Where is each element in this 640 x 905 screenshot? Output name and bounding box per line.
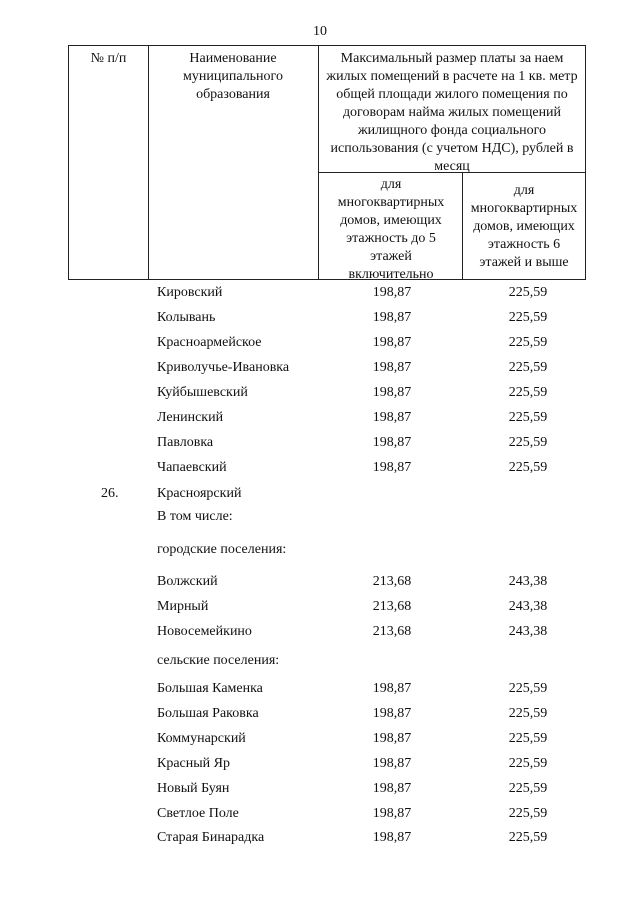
municipality-name: Новый Буян	[157, 781, 230, 796]
municipality-name: Куйбышевский	[157, 385, 248, 400]
table-row	[0, 433, 640, 453]
table-row	[0, 408, 640, 428]
fee-up-to-5-floors: 198,87	[372, 335, 412, 350]
fee-up-to-5-floors: 198,87	[372, 385, 412, 400]
fee-up-to-5-floors: 198,87	[372, 706, 412, 721]
fee-6-floors-plus: 225,59	[508, 360, 548, 375]
fee-up-to-5-floors: 198,87	[372, 285, 412, 300]
table-row	[0, 308, 640, 328]
table-row	[0, 333, 640, 353]
fee-up-to-5-floors: 213,68	[372, 624, 412, 639]
table-row	[0, 754, 640, 774]
fee-up-to-5-floors: 198,87	[372, 410, 412, 425]
fee-6-floors-plus: 225,59	[508, 756, 548, 771]
fee-6-floors-plus: 225,59	[508, 335, 548, 350]
municipality-name: Красный Яр	[157, 756, 230, 771]
fee-6-floors-plus: 225,59	[508, 806, 548, 821]
fee-up-to-5-floors: 198,87	[372, 460, 412, 475]
table-row	[0, 622, 640, 642]
header-col-name: Наименование муниципального образования	[183, 51, 283, 102]
municipality-name: Большая Каменка	[157, 681, 263, 696]
table-row	[0, 651, 640, 671]
table-row	[0, 597, 640, 617]
table-row	[0, 804, 640, 824]
municipality-name: сельские поселения:	[157, 653, 280, 668]
row-number: 26.	[101, 486, 119, 501]
fee-6-floors-plus: 225,59	[508, 285, 548, 300]
municipality-name: Мирный	[157, 599, 209, 614]
fee-up-to-5-floors: 198,87	[372, 435, 412, 450]
table-row	[0, 779, 640, 799]
municipality-name: городские поселения:	[157, 542, 287, 557]
municipality-name: Светлое Поле	[157, 806, 239, 821]
fee-6-floors-plus: 243,38	[508, 574, 548, 589]
municipality-name: Ленинский	[157, 410, 224, 425]
table-row	[0, 358, 640, 378]
fee-up-to-5-floors: 198,87	[372, 806, 412, 821]
header-col-number: № п/п	[90, 51, 127, 66]
municipality-name: Колывань	[157, 310, 216, 325]
municipality-name: Коммунарский	[157, 731, 246, 746]
table-row	[0, 540, 640, 560]
table-row	[0, 828, 640, 848]
fee-up-to-5-floors: 198,87	[372, 310, 412, 325]
municipality-name: Большая Раковка	[157, 706, 259, 721]
table-row	[0, 704, 640, 724]
municipality-name: Красноармейское	[157, 335, 262, 350]
table-row	[0, 283, 640, 303]
fee-6-floors-plus: 225,59	[508, 385, 548, 400]
header-divider	[148, 46, 149, 279]
fee-6-floors-plus: 225,59	[508, 731, 548, 746]
header-divider	[318, 46, 319, 279]
municipality-name: Павловка	[157, 435, 214, 450]
fee-up-to-5-floors: 198,87	[372, 360, 412, 375]
fee-up-to-5-floors: 198,87	[372, 781, 412, 796]
table-row	[0, 679, 640, 699]
table-header	[68, 45, 586, 280]
fee-6-floors-plus: 225,59	[508, 310, 548, 325]
municipality-name: Волжский	[157, 574, 218, 589]
page-number: 10	[313, 24, 327, 39]
fee-6-floors-plus: 225,59	[508, 460, 548, 475]
fee-6-floors-plus: 225,59	[508, 781, 548, 796]
fee-6-floors-plus: 243,38	[508, 624, 548, 639]
fee-up-to-5-floors: 213,68	[372, 574, 412, 589]
municipality-name: Кировский	[157, 285, 223, 300]
table-row	[0, 484, 640, 504]
fee-6-floors-plus: 225,59	[508, 435, 548, 450]
fee-6-floors-plus: 243,38	[508, 599, 548, 614]
municipality-name: В том числе:	[157, 509, 233, 524]
table-row	[0, 507, 640, 527]
table-row	[0, 458, 640, 478]
municipality-name: Новосемейкино	[157, 624, 252, 639]
header-divider	[462, 172, 463, 279]
fee-up-to-5-floors: 198,87	[372, 756, 412, 771]
table-row	[0, 572, 640, 592]
header-col-max-fee: Максимальный размер платы за наем жилых помещений в расчете на 1 кв. метр общей площади жилого помещения по договорам найма жилых помещений жилищного фонда социального использования (с учетом НДС), рублей в месяц	[326, 51, 578, 174]
fee-up-to-5-floors: 198,87	[372, 830, 412, 845]
header-sub-up-to-5-floors: для многоквартирных домов, имеющих этажность до 5 этажей включительно	[337, 177, 445, 282]
fee-6-floors-plus: 225,59	[508, 706, 548, 721]
table-row	[0, 383, 640, 403]
fee-6-floors-plus: 225,59	[508, 830, 548, 845]
header-sub-6-floors-plus: для многоквартирных домов, имеющих этажность 6 этажей и выше	[470, 183, 578, 270]
fee-6-floors-plus: 225,59	[508, 681, 548, 696]
municipality-name: Красноярский	[157, 486, 242, 501]
fee-up-to-5-floors: 198,87	[372, 731, 412, 746]
municipality-name: Старая Бинарадка	[157, 830, 265, 845]
fee-6-floors-plus: 225,59	[508, 410, 548, 425]
table-row	[0, 729, 640, 749]
municipality-name: Криволучье-Ивановка	[157, 360, 290, 375]
fee-up-to-5-floors: 198,87	[372, 681, 412, 696]
fee-up-to-5-floors: 213,68	[372, 599, 412, 614]
municipality-name: Чапаевский	[157, 460, 227, 475]
